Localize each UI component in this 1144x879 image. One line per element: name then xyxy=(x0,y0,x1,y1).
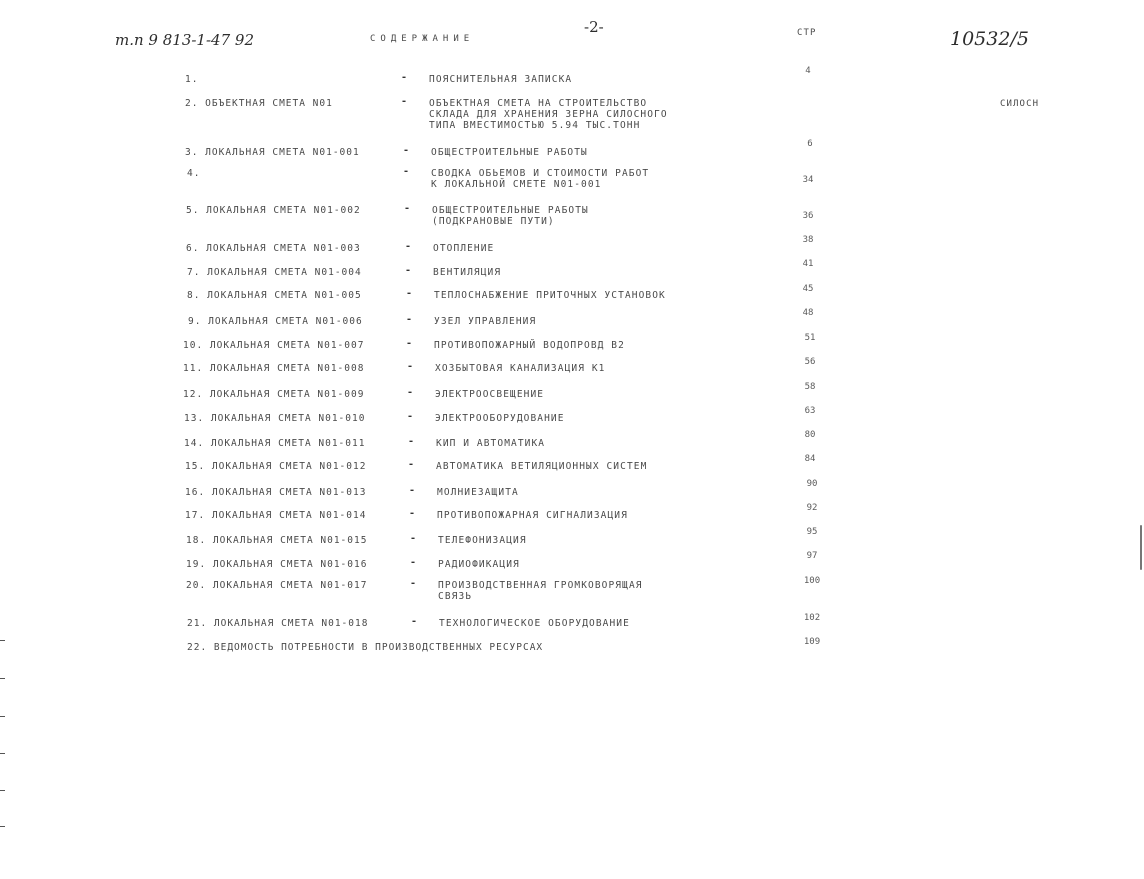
row-page-number: 51 xyxy=(804,333,816,343)
archive-number: 10532/5 xyxy=(950,28,1029,50)
row-number-label: 7. ЛОКАЛЬНАЯ СМЕТА N01-004 xyxy=(187,267,362,278)
side-note: СИЛОСН xyxy=(1000,99,1040,109)
page-column-label: СТР xyxy=(797,28,817,38)
row-description: ХОЗБЫТОВАЯ КАНАЛИЗАЦИЯ К1 xyxy=(435,363,606,374)
row-number-label: 10. ЛОКАЛЬНАЯ СМЕТА N01-007 xyxy=(183,340,365,351)
row-description: АВТОМАТИКА ВЕТИЛЯЦИОННЫХ СИСТЕМ xyxy=(436,461,648,472)
row-page-number: 84 xyxy=(804,454,816,464)
row-dash: - xyxy=(410,533,417,544)
row-description: ПРОТИВОПОЖАРНЫЙ ВОДОПРОВД В2 xyxy=(434,340,625,351)
row-dash: - xyxy=(405,265,412,276)
edge-mark xyxy=(0,753,5,754)
row-description: ТЕЛЕФОНИЗАЦИЯ xyxy=(438,535,527,546)
row-number-label: 19. ЛОКАЛЬНАЯ СМЕТА N01-016 xyxy=(186,559,368,570)
edge-mark xyxy=(0,716,5,717)
row-dash: - xyxy=(405,241,412,252)
row-description: ЭЛЕКТРООБОРУДОВАНИЕ xyxy=(435,413,565,424)
row-number-label: 22. ВЕДОМОСТЬ ПОТРЕБНОСТИ В ПРОИЗВОДСТВЕННЫХ РЕСУРСАХ xyxy=(187,642,544,653)
row-dash: - xyxy=(409,485,416,496)
row-page-number: 100 xyxy=(803,576,821,586)
row-number-label: 4. xyxy=(187,168,201,179)
row-number-label: 5. ЛОКАЛЬНАЯ СМЕТА N01-002 xyxy=(186,205,361,216)
row-page-number: 36 xyxy=(802,211,814,221)
row-page-number: 58 xyxy=(804,382,816,392)
row-dash: - xyxy=(407,387,414,398)
row-number-label: 9. ЛОКАЛЬНАЯ СМЕТА N01-006 xyxy=(188,316,363,327)
row-description: ВЕНТИЛЯЦИЯ xyxy=(433,267,502,278)
edge-mark xyxy=(0,640,5,641)
row-page-number: 41 xyxy=(802,259,814,269)
edge-mark xyxy=(0,826,5,827)
row-description: ТЕХНОЛОГИЧЕСКОЕ ОБОРУДОВАНИЕ xyxy=(439,618,630,629)
row-page-number: 109 xyxy=(803,637,821,647)
row-description: ЭЛЕКТРООСВЕЩЕНИЕ xyxy=(435,389,545,400)
row-dash: - xyxy=(406,314,413,325)
row-number-label: 13. ЛОКАЛЬНАЯ СМЕТА N01-010 xyxy=(184,413,366,424)
row-number-label: 17. ЛОКАЛЬНАЯ СМЕТА N01-014 xyxy=(185,510,367,521)
row-page-number: 45 xyxy=(802,284,814,294)
row-dash: - xyxy=(408,459,415,470)
row-page-number: 38 xyxy=(802,235,814,245)
row-description: ПОЯСНИТЕЛЬНАЯ ЗАПИСКА xyxy=(429,74,573,85)
row-description: ОБЩЕСТРОИТЕЛЬНЫЕ РАБОТЫ xyxy=(431,147,588,158)
row-dash: - xyxy=(407,411,414,422)
row-number-label: 3. ЛОКАЛЬНАЯ СМЕТА N01-001 xyxy=(185,147,360,158)
row-dash: - xyxy=(403,145,410,156)
row-description: РАДИОФИКАЦИЯ xyxy=(438,559,520,570)
row-page-number: 102 xyxy=(803,613,821,623)
row-number-label: 8. ЛОКАЛЬНАЯ СМЕТА N01-005 xyxy=(187,290,362,301)
row-dash: - xyxy=(408,436,415,447)
row-page-number: 48 xyxy=(802,308,814,318)
row-number-label: 20. ЛОКАЛЬНАЯ СМЕТА N01-017 xyxy=(186,580,368,591)
row-number-label: 2. ОБЪЕКТНАЯ СМЕТА N01 xyxy=(185,98,333,109)
row-description: СВОДКА ОБЬЕМОВ И СТОИМОСТИ РАБОТ К ЛОКАЛЬНОЙ СМЕТЕ N01-001 xyxy=(431,168,650,190)
row-page-number: 80 xyxy=(804,430,816,440)
row-number-label: 14. ЛОКАЛЬНАЯ СМЕТА N01-011 xyxy=(184,438,366,449)
row-dash: - xyxy=(410,578,417,589)
scan-edge-mark xyxy=(1140,525,1142,570)
row-dash: - xyxy=(406,288,413,299)
doc-code: т.п 9 813-1-47 92 xyxy=(115,31,254,49)
row-dash: - xyxy=(409,508,416,519)
row-dash: - xyxy=(411,616,418,627)
row-number-label: 6. ЛОКАЛЬНАЯ СМЕТА N01-003 xyxy=(186,243,361,254)
contents-title: СОДЕРЖАНИЕ xyxy=(370,34,475,44)
row-number-label: 15. ЛОКАЛЬНАЯ СМЕТА N01-012 xyxy=(185,461,367,472)
row-page-number: 63 xyxy=(804,406,816,416)
row-page-number: 4 xyxy=(805,66,811,76)
row-dash: - xyxy=(406,338,413,349)
row-page-number: 90 xyxy=(806,479,818,489)
row-description: ПРОТИВОПОЖАРНАЯ СИГНАЛИЗАЦИЯ xyxy=(437,510,628,521)
row-page-number: 97 xyxy=(806,551,818,561)
edge-mark xyxy=(0,790,5,791)
row-description: ОБЪЕКТНАЯ СМЕТА НА СТРОИТЕЛЬСТВО СКЛАДА ДЛЯ ХРАНЕНИЯ ЗЕРНА СИЛОСНОГО ТИПА ВМЕСТИМОСТЬЮ 5.94 ТЫС.ТОНН xyxy=(429,98,668,131)
row-page-number: 34 xyxy=(802,175,814,185)
row-dash: - xyxy=(410,557,417,568)
row-number-label: 11. ЛОКАЛЬНАЯ СМЕТА N01-008 xyxy=(183,363,365,374)
row-description: ОТОПЛЕНИЕ xyxy=(433,243,495,254)
edge-mark xyxy=(0,678,5,679)
row-dash: - xyxy=(401,96,408,107)
row-number-label: 1. xyxy=(185,74,199,85)
row-number-label: 18. ЛОКАЛЬНАЯ СМЕТА N01-015 xyxy=(186,535,368,546)
row-description: КИП И АВТОМАТИКА xyxy=(436,438,546,449)
row-number-label: 12. ЛОКАЛЬНАЯ СМЕТА N01-009 xyxy=(183,389,365,400)
row-number-label: 21. ЛОКАЛЬНАЯ СМЕТА N01-018 xyxy=(187,618,369,629)
row-dash: - xyxy=(401,72,408,83)
row-description: ТЕПЛОСНАБЖЕНИЕ ПРИТОЧНЫХ УСТАНОВОК xyxy=(434,290,666,301)
row-page-number: 95 xyxy=(806,527,818,537)
row-dash: - xyxy=(404,203,411,214)
row-dash: - xyxy=(403,166,410,177)
row-description: МОЛНИЕЗАЩИТА xyxy=(437,487,519,498)
row-page-number: 56 xyxy=(804,357,816,367)
row-description: ПРОИЗВОДСТВЕННАЯ ГРОМКОВОРЯЩАЯ СВЯЗЬ xyxy=(438,580,643,602)
row-description: ОБЩЕСТРОИТЕЛЬНЫЕ РАБОТЫ (ПОДКРАНОВЫЕ ПУТИ) xyxy=(432,205,589,227)
row-page-number: 6 xyxy=(807,139,813,149)
row-number-label: 16. ЛОКАЛЬНАЯ СМЕТА N01-013 xyxy=(185,487,367,498)
page-marker: -2- xyxy=(584,18,604,36)
row-description: УЗЕЛ УПРАВЛЕНИЯ xyxy=(434,316,537,327)
row-dash: - xyxy=(407,361,414,372)
row-page-number: 92 xyxy=(806,503,818,513)
